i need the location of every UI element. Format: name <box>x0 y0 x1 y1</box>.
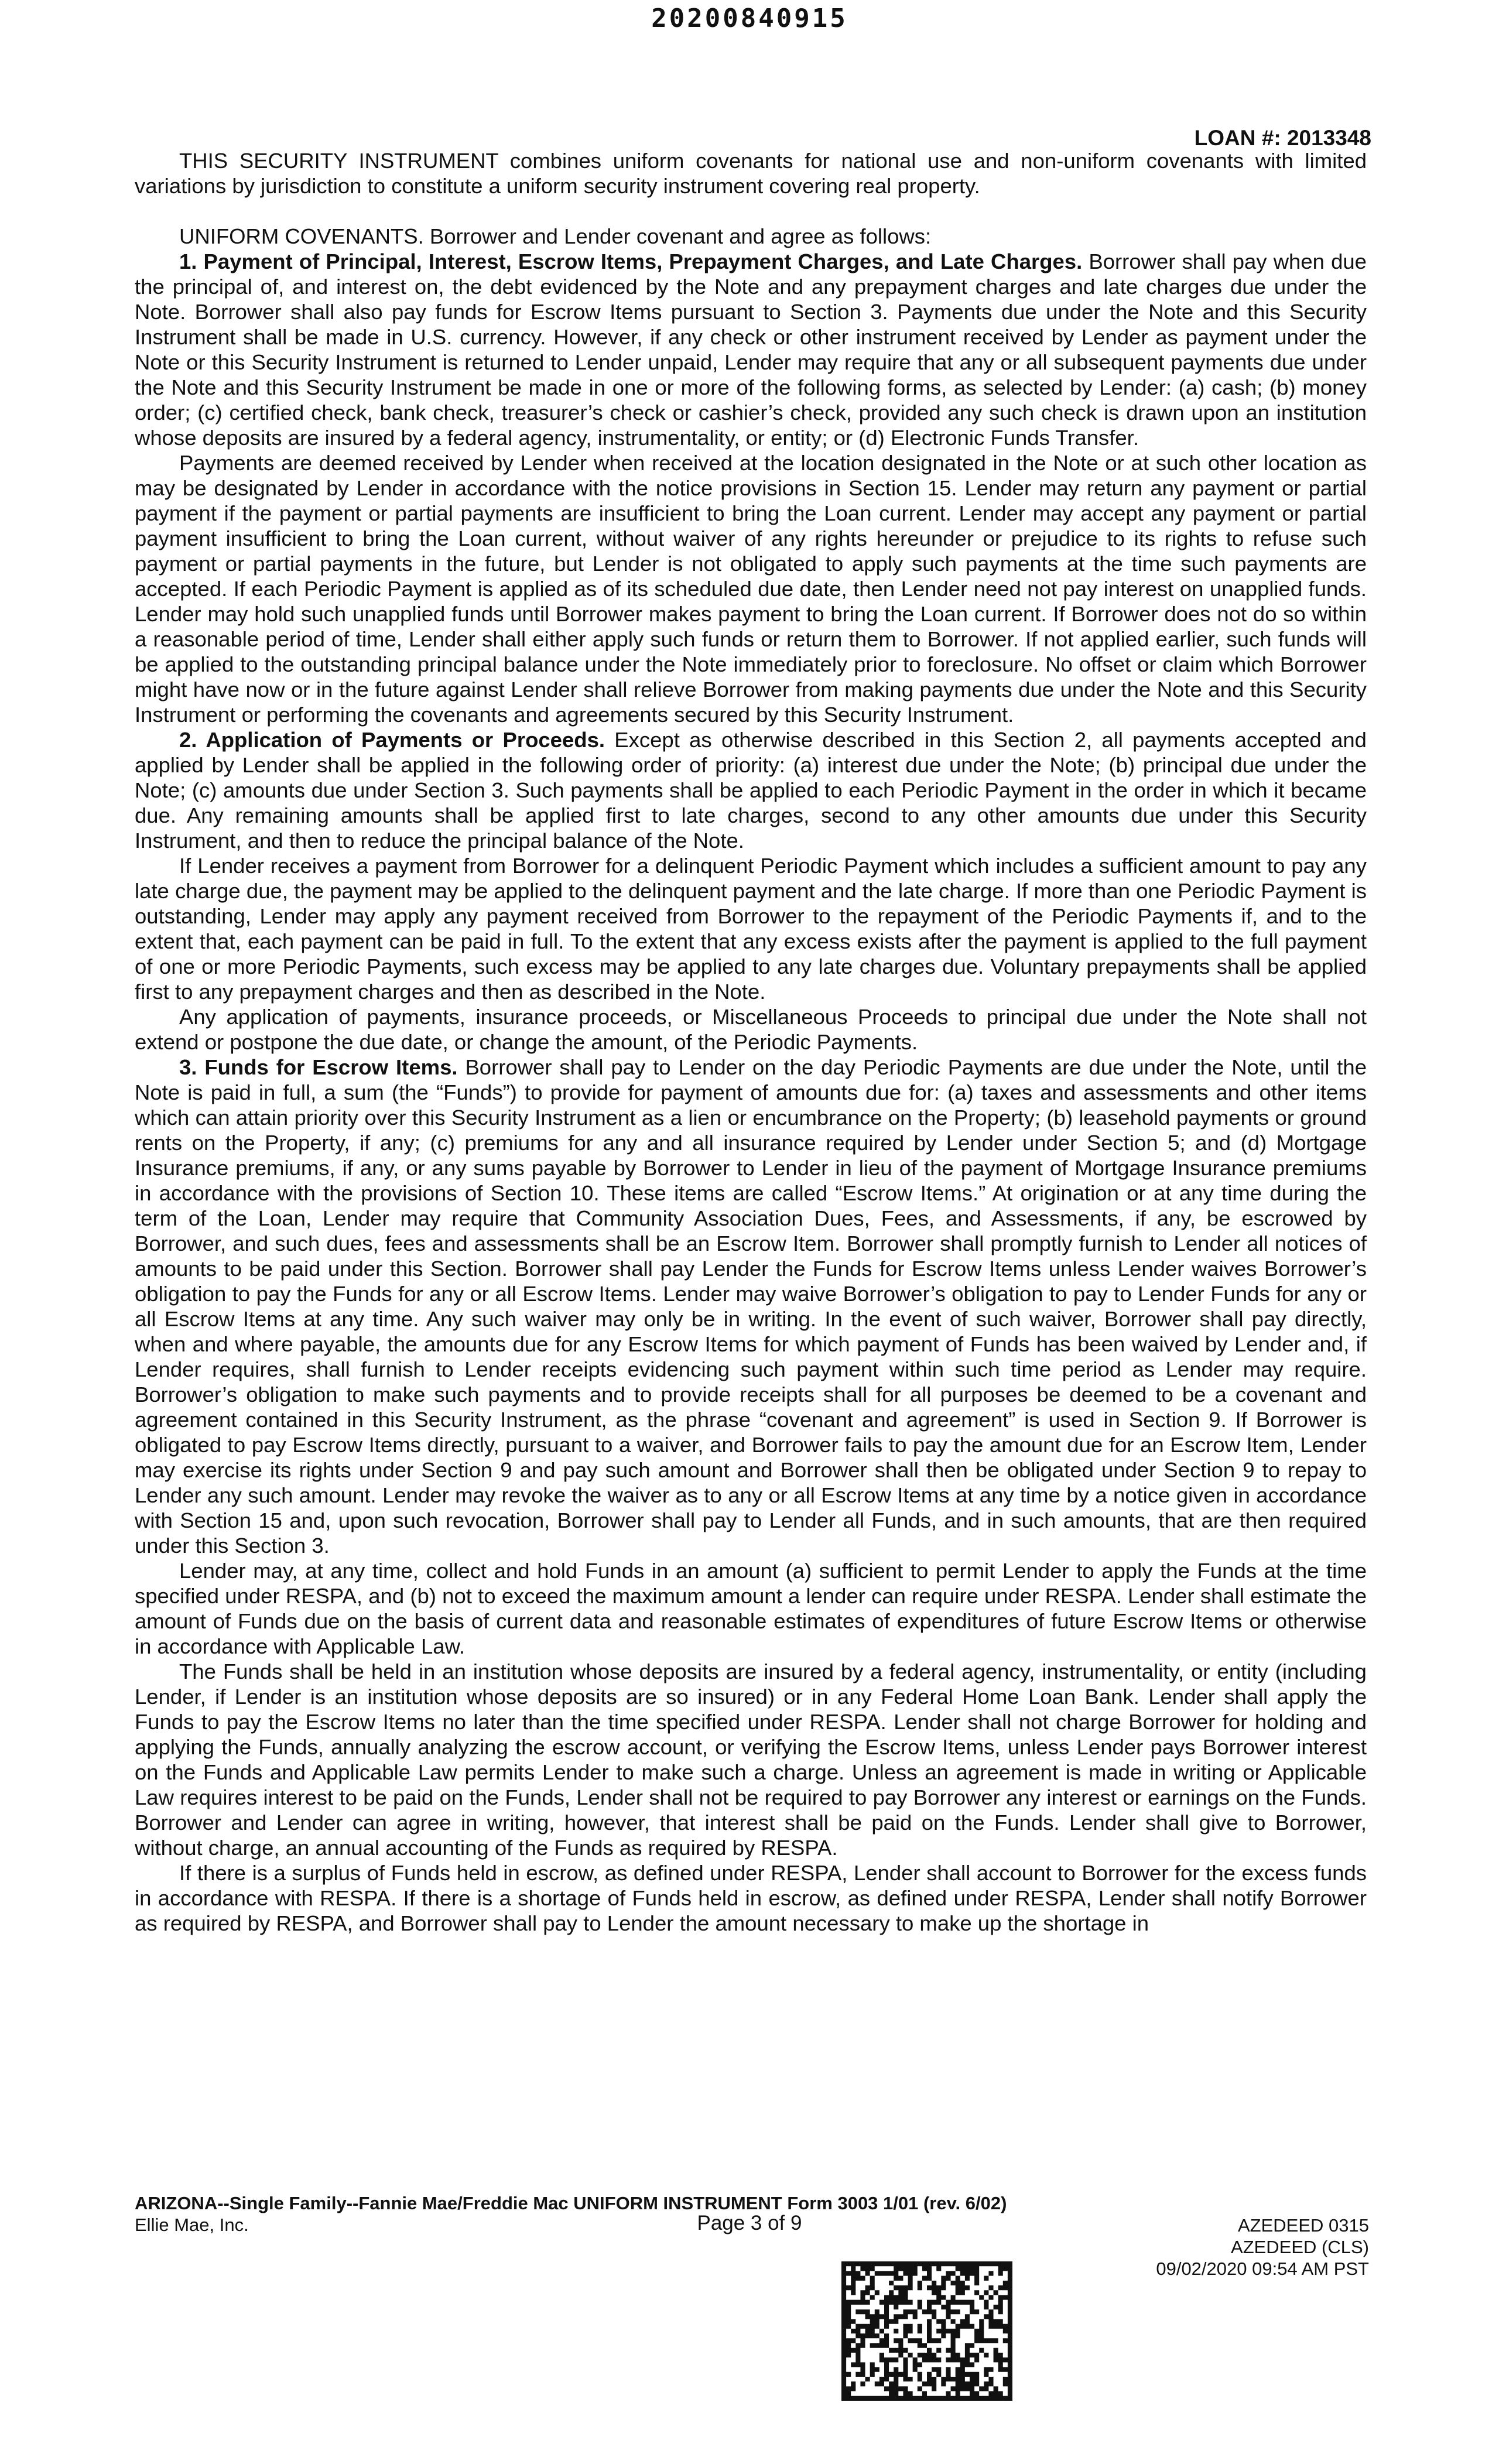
form-codes <box>1156 2215 1369 2280</box>
form-code-1: AZEDEED 0315 <box>1238 2215 1369 2236</box>
section-3-paragraph-4: If there is a surplus of Funds held in escrow, as defined under RESPA, Lender shall account to Borrower for the excess funds in accordance with RESPA. If there is a shortage of Funds held in escrow, as defined under RESPA, Lender shall notify Borrower as required by RESPA, and Borrower shall pay to Lender the amount necessary to make up the shortage in <box>135 1861 1367 1935</box>
form-title: ARIZONA--Single Family--Fannie Mae/Freddie Mac UNIFORM INSTRUMENT Form 3003 1/01 (rev. 6/02) <box>135 2193 1007 2213</box>
recording-number: 20200840915 <box>651 4 848 33</box>
section-2-paragraph-3: Any application of payments, insurance proceeds, or Miscellaneous Proceeds to principal due under the Note shall not extend or postpone the due date, or change the amount, of the Periodic Payments. <box>135 1005 1367 1054</box>
section-1-paragraph <box>135 249 1367 450</box>
print-timestamp: 09/02/2020 09:54 AM PST <box>1156 2258 1369 2279</box>
document-body <box>135 148 1367 1936</box>
section-1-heading: 1. Payment of Principal, Interest, Escrow Items, Prepayment Charges, and Late Charges. <box>179 249 1083 273</box>
page-number: Page 3 of 9 <box>697 2212 802 2234</box>
section-2-heading: 2. Application of Payments or Proceeds. <box>179 728 605 752</box>
vendor-name: Ellie Mae, Inc. <box>135 2215 249 2235</box>
section-1-text: Borrower shall pay when due the principal of, and interest on, the debt evidenced by the Note and any prepayment charges and late charges due under the Note. Borrower shall also pay funds for Escrow Items pursuant to Section 3. Payments due under the Note and this Security Instrument shall be made in U.S. currency. However, if any check or other instrument received by Lender as payment under the Note or this Security Instrument is returned to Lender unpaid, Lender may require that any or all subsequent payments due under the Note and this Security Instrument be made in one or more of the following forms, as selected by Lender: (a) cash; (b) money order; (c) certified check, bank check, treasurer’s check or cashier’s check, provided any such check is drawn upon an institution whose deposits are insured by a federal agency, instrumentality, or entity; or (d) Electronic Funds Transfer. <box>135 249 1367 450</box>
section-2-text: Except as otherwise described in this Section 2, all payments accepted and applied by Lender shall be applied in the following order of priority: (a) interest due under the Note; (b) principal due under the Note; (c) amounts due under Section 3. Such payments shall be applied to each Periodic Payment in the order in which it became due. Any remaining amounts shall be applied first to late charges, second to any other amounts due under this Security Instrument, and then to reduce the principal balance of the Note. <box>135 728 1367 853</box>
loan-number: LOAN #: 2013348 <box>1194 126 1371 150</box>
section-3-heading: 3. Funds for Escrow Items. <box>179 1055 458 1079</box>
barcode-modules <box>841 2261 1012 2401</box>
section-3-paragraph-3: The Funds shall be held in an institution whose deposits are insured by a federal agency, instrumentality, or entity (including Lender, if Lender is an institution whose deposits are so insured) or in any Federal Home Loan Bank. Lender shall apply the Funds to pay the Escrow Items no later than the time specified under RESPA. Lender shall not charge Borrower for holding and applying the Funds, annually analyzing the escrow account, or verifying the Escrow Items, unless Lender pays Borrower interest on the Funds and Applicable Law permits Lender to make such a charge. Unless an agreement is made in writing or Applicable Law requires interest to be paid on the Funds, Lender shall not be required to pay Borrower any interest or earnings on the Funds. Borrower and Lender can agree in writing, however, that interest shall be paid on the Funds. Lender shall give to Borrower, without charge, an annual accounting of the Funds as required by RESPA. <box>135 1659 1367 1860</box>
section-1-paragraph-2: Payments are deemed received by Lender when received at the location designated in the Note or at such other location as may be designated by Lender in accordance with the notice provisions in Section 15. Lender may return any payment or partial payment if the payment or partial payments are insufficient to bring the Loan current. Lender may accept any payment or partial payment insufficient to bring the Loan current, without waiver of any rights hereunder or prejudice to its rights to refuse such payment or partial payments in the future, but Lender is not obligated to apply such payments at the time such payments are accepted. If each Periodic Payment is applied as of its scheduled due date, then Lender need not pay interest on unapplied funds. Lender may hold such unapplied funds until Borrower makes payment to bring the Loan current. If Borrower does not do so within a reasonable period of time, Lender shall either apply such funds or return them to Borrower. If not applied earlier, such funds will be applied to the outstanding principal balance under the Note immediately prior to foreclosure. No offset or claim which Borrower might have now or in the future against Lender shall relieve Borrower from making payments due under the Note and this Security Instrument or performing the covenants and agreements secured by this Security Instrument. <box>135 451 1367 727</box>
intro-paragraph: THIS SECURITY INSTRUMENT combines uniform covenants for national use and non-uniform covenants with limited variations by jurisdiction to constitute a uniform security instrument covering real property. <box>135 149 1367 198</box>
2d-barcode-icon <box>841 2261 1012 2401</box>
section-3-paragraph-2: Lender may, at any time, collect and hold Funds in an amount (a) sufficient to permit Lender to apply the Funds at the time specified under RESPA, and (b) not to exceed the maximum amount a lender can require under RESPA. Lender shall estimate the amount of Funds due on the basis of current data and reasonable estimates of expenditures of future Escrow Items or otherwise in accordance with Applicable Law. <box>135 1559 1367 1658</box>
section-2-paragraph-2: If Lender receives a payment from Borrower for a delinquent Periodic Payment which includes a sufficient amount to pay any late charge due, the payment may be applied to the delinquent payment and the late charge. If more than one Periodic Payment is outstanding, Lender may apply any payment received from Borrower to the repayment of the Periodic Payments if, and to the extent that, each payment can be paid in full. To the extent that any excess exists after the payment is applied to the full payment of one or more Periodic Payments, such excess may be applied to any late charges due. Voluntary prepayments shall be applied first to any prepayment charges and then as described in the Note. <box>135 854 1367 1004</box>
section-2-paragraph <box>135 727 1367 853</box>
form-code-2: AZEDEED (CLS) <box>1231 2237 1369 2257</box>
section-3-text: Borrower shall pay to Lender on the day Periodic Payments are due under the Note, until the Note is paid in full, a sum (the “Funds”) to provide for payment of amounts due for: (a) taxes and assessments and other items which can attain priority over this Security Instrument as a lien or encumbrance on the Property; (b) leasehold payments or ground rents on the Property, if any; (c) premiums for any and all insurance required by Lender under Section 5; and (d) Mortgage Insurance premiums, if any, or any sums payable by Borrower to Lender in lieu of the payment of Mortgage Insurance premiums in accordance with the provisions of Section 10. These items are called “Escrow Items.” At origination or at any time during the term of the Loan, Lender may require that Community Association Dues, Fees, and Assessments, if any, be escrowed by Borrower, and such dues, fees and assessments shall be an Escrow Item. Borrower shall promptly furnish to Lender all notices of amounts to be paid under this Section. Borrower shall pay Lender the Funds for Escrow Items unless Lender waives Borrower’s obligation to pay the Funds for any or all Escrow Items. Lender may waive Borrower’s obligation to pay to Lender Funds for any or all Escrow Items at any time. Any such waiver may only be in writing. In the event of such waiver, Borrower shall pay directly, when and where payable, the amounts due for any Escrow Items for which payment of Funds has been waived by Lender and, if Lender requires, shall furnish to Lender receipts evidencing such payment within such time period as Lender may require. Borrower’s obligation to make such payments and to provide receipts shall for all purposes be deemed to be a covenant and agreement contained in this Security Instrument, as the phrase “covenant and agreement” is used in Section 9. If Borrower is obligated to pay Escrow Items directly, pursuant to a waiver, and Borrower fails to pay the amount due for an Escrow Item, Lender may exercise its rights under Section 9 and pay such amount and Borrower shall then be obligated under Section 9 to repay to Lender any such amount. Lender may revoke the waiver as to any or all Escrow Items at any time by a notice given in accordance with Section 15 and, upon such revocation, Borrower shall pay to Lender all Funds, and in such amounts, that are then required under this Section 3. <box>135 1055 1367 1558</box>
uniform-covenants-heading: UNIFORM COVENANTS. Borrower and Lender covenant and agree as follows: <box>179 224 932 248</box>
section-3-paragraph <box>135 1055 1367 1558</box>
